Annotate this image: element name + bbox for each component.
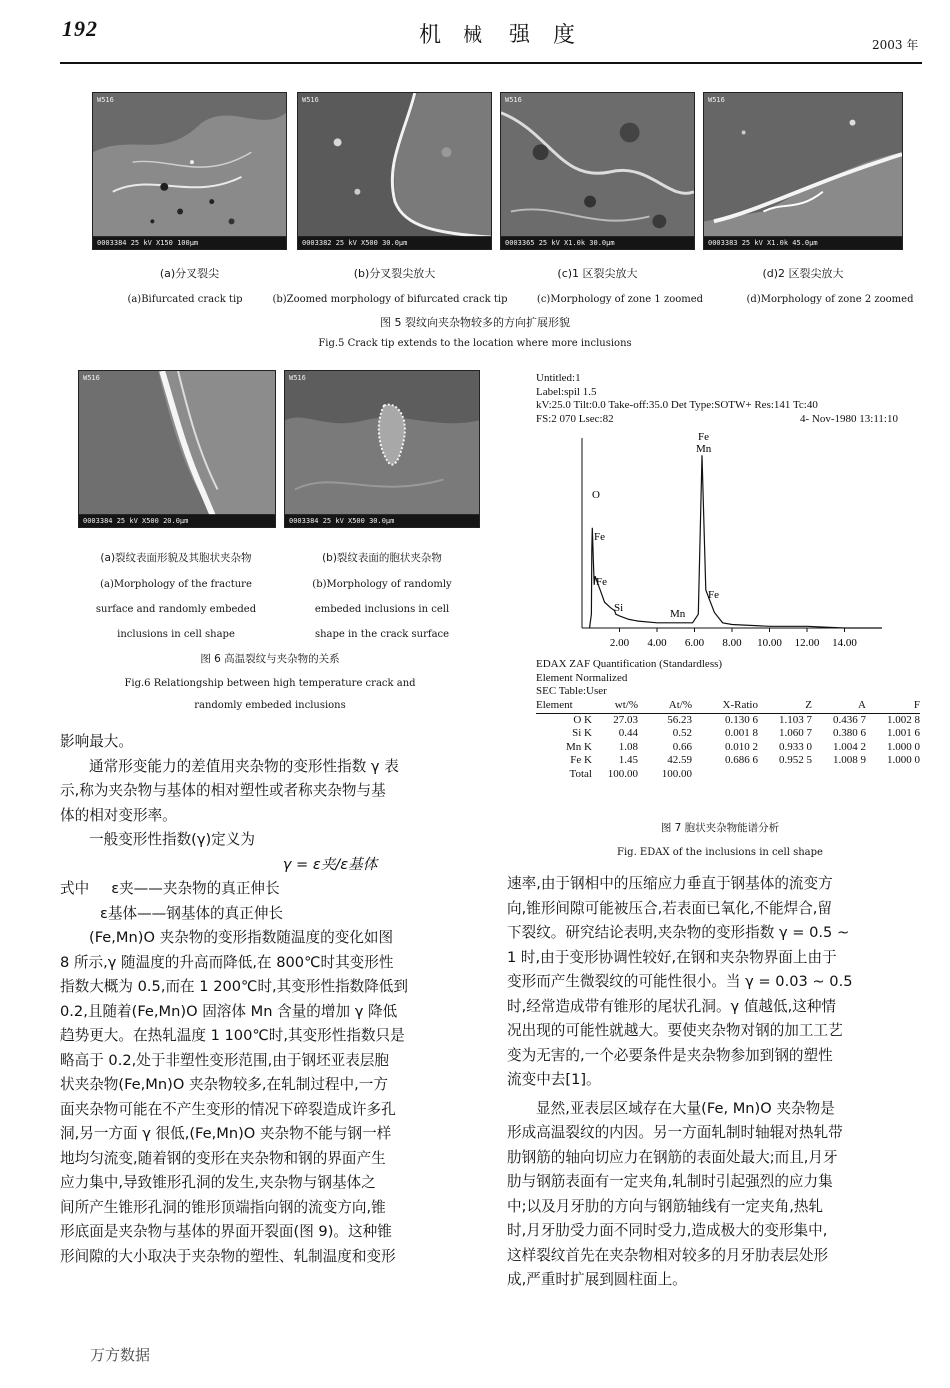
body-line: 间所产生锥形孔洞的锥形顶端指向钢的流变方向,锥 (60, 1198, 386, 1216)
sem-scale-label: 0003382 25 kV X500 30.0μm (302, 239, 408, 247)
table-cell: 0.130 6 (725, 713, 758, 726)
body-line: 0.2,且随着(Fe,Mn)O 固溶体 Mn 含量的增加 γ 降低 (60, 1002, 398, 1020)
fig6-panel-a (78, 370, 276, 528)
edax-quant-line: SEC Table:User (536, 685, 607, 697)
body-line: 8 所示,γ 随温度的升高而降低,在 800℃时其变形性 (60, 953, 394, 971)
table-header: A (858, 699, 866, 711)
fig6a-label-en-1: (a)Morphology of the fracture (100, 579, 252, 590)
table-cell (866, 768, 920, 782)
table-cell: 0.686 6 (725, 754, 758, 766)
fig5-panel-c (500, 92, 695, 250)
sem-id-label: W516 (83, 374, 100, 382)
definition-line: ε基体——钢基体的真正伸长 (100, 904, 284, 922)
definition-line (60, 877, 480, 902)
body-line: 时,经常造成带有锥形的尾状孔洞。γ 值越低,这种情 (507, 997, 837, 1015)
table-cell: 0.952 5 (779, 754, 812, 766)
table-cell: 1.001 6 (887, 727, 920, 739)
body-line: 体的相对变形率。 (60, 806, 177, 824)
formula: γ = ε夹/ε基体 (282, 855, 378, 873)
table-cell: 42.59 (667, 754, 692, 766)
x-tick-label: 4.00 (647, 637, 667, 649)
table-cell: 1.002 8 (887, 713, 920, 726)
table-cell: 1.004 2 (833, 740, 866, 753)
x-tick-label: 6.00 (684, 637, 705, 649)
body-line: 这样裂纹首先在夹杂物相对较多的月牙肋表层处形 (507, 1246, 829, 1264)
table-cell (812, 768, 866, 782)
edax-meta-line: Label:spil 1.5 (536, 385, 597, 398)
table-row (536, 768, 920, 782)
body-line: 形底面是夹杂物与基体的界面开裂面(图 9)。这种锥 (60, 1223, 392, 1240)
fig5-panel-d (703, 92, 903, 250)
body-line: 显然,亚表层区域存在大量(Fe, Mn)O 夹杂物是 (536, 1099, 835, 1117)
body-line: 一般变形性指数(γ)定义为 (89, 831, 255, 848)
sem-micrograph (92, 92, 287, 250)
fig5-panel-a (92, 92, 287, 250)
fig5d-label-en: (d)Morphology of zone 2 zoomed (746, 294, 914, 305)
peak-label-fe-main: Fe (698, 431, 709, 443)
fig6-panel-b (284, 370, 480, 528)
peak-label-mn-main: Mn (696, 443, 712, 455)
journal-title-char: 度 (553, 23, 576, 48)
table-cell: Si K (572, 727, 592, 739)
sem-scale-label: 0003365 25 kV X1.0k 30.0μm (505, 239, 615, 247)
edax-meta-line: kV:25.0 Tilt:0.0 Take-off:35.0 Det Type:SOTW+ Res:141 Tc:40 (536, 399, 818, 411)
sem-scale-label: 0003384 25 kV X150 100μm (97, 239, 199, 247)
fig5d-label-cn: (d)2 区裂尖放大 (762, 267, 844, 280)
peak-label-o: O (592, 489, 600, 501)
fig6-title-en-1: Fig.6 Relationgship between high temperature crack and (124, 678, 416, 689)
fig6b-label-en-1: (b)Morphology of randomly (312, 579, 452, 590)
fig5a-label-cn: (a)分叉裂尖 (159, 267, 220, 280)
table-cell: 27.03 (613, 713, 638, 726)
edax-spectrum-chart (530, 428, 930, 658)
table-cell: 1.08 (618, 740, 638, 753)
table-cell: 0.010 2 (725, 740, 758, 753)
table-cell: 0.001 8 (725, 727, 758, 739)
fig5c-label-cn: (c)1 区裂尖放大 (557, 267, 638, 280)
body-line: 成,严重时扩展到圆柱面上。 (507, 1271, 687, 1288)
right-column (507, 872, 929, 1293)
table-cell: 0.436 7 (833, 713, 866, 726)
edax-fs-lsec: FS:2 070 Lsec:82 (536, 412, 614, 425)
definition-text: ε夹——夹杂物的真正伸长 (111, 880, 280, 897)
x-tick-label: 10.00 (757, 637, 782, 649)
footer-source: 万方数据 (90, 1346, 151, 1364)
peak-label-fe-kb: Fe (708, 589, 719, 601)
fig7-title-cn: 图 7 胞状夹杂物能谱分析 (660, 822, 780, 834)
edax-meta-line: Untitled:1 (536, 372, 581, 384)
table-cell: Mn K (566, 740, 592, 753)
sem-scale-label: 0003384 25 kV X500 20.0μm (83, 517, 189, 525)
fig5-title-cn: 图 5 裂纹向夹杂物较多的方向扩展形貌 (380, 316, 570, 329)
table-cell: 1.000 0 (887, 740, 920, 753)
x-tick-label: 14.00 (832, 637, 857, 649)
edax-quant-header (536, 658, 916, 699)
journal-title-char: 械 (463, 24, 483, 46)
fig5-panel-b (297, 92, 492, 250)
table-cell: 1.45 (618, 754, 638, 766)
table-cell: O K (573, 713, 592, 726)
body-line: 流变中去[1]。 (507, 1071, 601, 1088)
body-line: (Fe,Mn)O 夹杂物的变形指数随温度的变化如图 (89, 929, 394, 946)
table-cell (692, 768, 758, 782)
body-line: 影响最大。 (60, 733, 133, 750)
table-header: X-Ratio (722, 699, 758, 711)
edax-datetime: 4- Nov-1980 13:11:10 (800, 412, 898, 425)
edax-meta (536, 372, 936, 426)
body-line: 况出现的可能性就越大。要使夹杂物对钢的加工工艺 (507, 1022, 843, 1039)
table-cell: 1.103 7 (779, 713, 812, 726)
sem-micrograph (500, 92, 695, 250)
body-line: 下裂纹。研究结论表明,夹杂物的变形指数 γ = 0.5 ~ (507, 924, 850, 941)
table-row (536, 713, 920, 727)
fig6b-label-en-2: embeded inclusions in cell (314, 604, 450, 615)
table-cell: 0.44 (618, 727, 638, 739)
table-header: wt/% (614, 699, 638, 711)
body-line: 洞,另一方面 γ 很低,(Fe,Mn)O 夹杂物不能与钢一样 (60, 1125, 392, 1142)
body-line: 形成高温裂纹的内因。另一方面轧制时轴辊对热轧带 (507, 1124, 843, 1141)
journal-title-char: 机 (419, 23, 442, 48)
table-cell: 0.380 6 (833, 727, 866, 739)
sem-scale-label: 0003384 25 kV X500 30.0μm (289, 517, 395, 525)
definition-prefix: 式中 (60, 880, 90, 897)
fig6b-label-en-3: shape in the crack surface (314, 629, 450, 640)
left-column (60, 730, 480, 1269)
body-line: 形间隙的大小取决于夹杂物的塑性、轧制温度和变形 (60, 1247, 396, 1265)
fig6-title-en-2: randomly embeded inclusions (194, 700, 346, 711)
table-cell: 100.00 (661, 767, 692, 780)
body-line: 变为无害的,一个必要条件是夹杂物参加到钢的塑性 (507, 1046, 833, 1064)
table-cell: Total (569, 767, 592, 780)
body-line: 肋与钢筋表面有一定夹角,轧制时引起强烈的应力集 (507, 1173, 833, 1190)
table-header: Z (805, 699, 812, 711)
table-cell: 0.933 0 (779, 740, 812, 753)
peak-label-fe-l: Fe (594, 531, 605, 543)
table-row (536, 741, 920, 755)
x-tick-label: 12.00 (794, 637, 820, 649)
body-line: 中;以及月牙肋的方向与钢筋轴线有一定夹角,热轧 (507, 1197, 824, 1215)
fig5c-label-en: (c)Morphology of zone 1 zoomed (536, 294, 704, 305)
body-line: 地均匀流变,随着钢的变形在夹杂物和钢的界面产生 (60, 1149, 386, 1167)
table-cell: 0.52 (672, 727, 692, 739)
edax-quant-line: Element Normalized (536, 671, 628, 684)
edax-meta-line (536, 413, 936, 427)
body-line: 示,称为夹杂物与基体的相对塑性或者称夹杂物与基 (60, 782, 386, 799)
body-line: 面夹杂物可能在不产生变形的情况下碎裂造成许多孔 (60, 1100, 396, 1118)
sem-id-label: W516 (302, 96, 319, 104)
peak-label-fe-l2: Fe (596, 576, 607, 588)
body-line: 状夹杂物(Fe,Mn)O 夹杂物较多,在轧制过程中,一方 (60, 1076, 388, 1093)
body-line: 肋钢筋的轴向切应力在钢筋的表面处最大;而且,月牙 (507, 1148, 838, 1166)
edax-quant-table (536, 699, 920, 781)
body-line: 1 时,由于变形协调性较好,在钢和夹杂物界面上由于 (507, 948, 837, 966)
table-header: At/% (668, 699, 692, 711)
fig6a-label-en-2: surface and randomly embeded (95, 604, 257, 615)
journal-title (405, 16, 595, 52)
fig5b-label-en: (b)Zoomed morphology of bifurcated crack tip (272, 294, 508, 305)
sem-id-label: W516 (505, 96, 522, 104)
sem-scale-label: 0003383 25 kV X1.0k 45.0μm (708, 239, 818, 247)
fig5a-label-en: (a)Bifurcated crack tip (127, 294, 243, 305)
sem-id-label: W516 (289, 374, 306, 382)
fig6b-label-cn: (b)裂纹表面的胞状夹杂物 (322, 552, 442, 564)
table-row (536, 754, 920, 768)
sem-micrograph (297, 92, 492, 250)
body-line: 变形而产生微裂纹的可能性很小。当 γ = 0.03 ~ 0.5 (507, 973, 853, 990)
journal-year: 2003 年 (872, 38, 919, 52)
table-cell: 0.66 (672, 740, 692, 753)
sem-micrograph (284, 370, 480, 528)
fig5-title-en: Fig.5 Crack tip extends to the location where more inclusions (318, 338, 632, 349)
table-cell: 1.060 7 (779, 727, 812, 739)
x-tick-label: 8.00 (722, 637, 742, 649)
table-cell: 1.008 9 (833, 754, 866, 766)
table-row (536, 727, 920, 741)
edax-quant-line: EDAX ZAF Quantification (Standardless) (536, 658, 723, 670)
edax-series-line (590, 455, 883, 628)
body-line: 时,月牙肋受力面不同时受力,造成极大的变形集中, (507, 1222, 828, 1239)
journal-title-char: 强 (509, 22, 530, 46)
body-line: 速率,由于钢相中的压缩应力垂直于钢基体的流变方 (507, 875, 833, 892)
table-header: F (913, 699, 920, 711)
fig6a-label-cn: (a)裂纹表面形貌及其胞状夹杂物 (100, 552, 252, 564)
table-cell: Fe K (570, 754, 592, 766)
table-cell (758, 768, 812, 782)
body-line: 趋势更大。在热轧温度 1 100℃时,其变形性指数只是 (60, 1027, 405, 1044)
table-header-row (536, 699, 920, 713)
table-header: Element (536, 699, 573, 711)
sem-id-label: W516 (97, 96, 114, 104)
body-line: 略高于 0.2,处于非塑性变形范围,由于钢坯亚表层胞 (60, 1051, 390, 1069)
peak-label-si: Si (614, 602, 624, 614)
table-cell: 1.000 0 (887, 754, 920, 766)
fig6-title-cn: 图 6 高温裂纹与夹杂物的关系 (200, 653, 340, 665)
fig6a-label-en-3: inclusions in cell shape (117, 629, 235, 640)
page-number: 192 (62, 16, 98, 41)
body-line: 通常形变能力的差值用夹杂物的变形性指数 γ 表 (89, 757, 399, 775)
table-cell: 100.00 (607, 767, 638, 780)
body-line: 指数大概为 0.5,而在 1 200℃时,其变形性指数降低到 (60, 978, 409, 995)
fig7-title-en: Fig. EDAX of the inclusions in cell shape (617, 847, 823, 858)
sem-micrograph (703, 92, 903, 250)
body-line: 应力集中,导致锥形孔洞的发生,夹杂物与钢基体之 (60, 1174, 376, 1191)
fig5b-label-cn: (b)分叉裂尖放大 (353, 267, 436, 280)
header-rule (60, 62, 922, 64)
x-tick-label: 2.00 (609, 637, 630, 649)
sem-micrograph (78, 370, 276, 528)
peak-label-mn: Mn (670, 608, 686, 620)
table-cell: 56.23 (667, 713, 692, 726)
sem-id-label: W516 (708, 96, 725, 104)
body-line: 向,锥形间隙可能被压合,若表面已氧化,不能焊合,留 (507, 899, 833, 917)
